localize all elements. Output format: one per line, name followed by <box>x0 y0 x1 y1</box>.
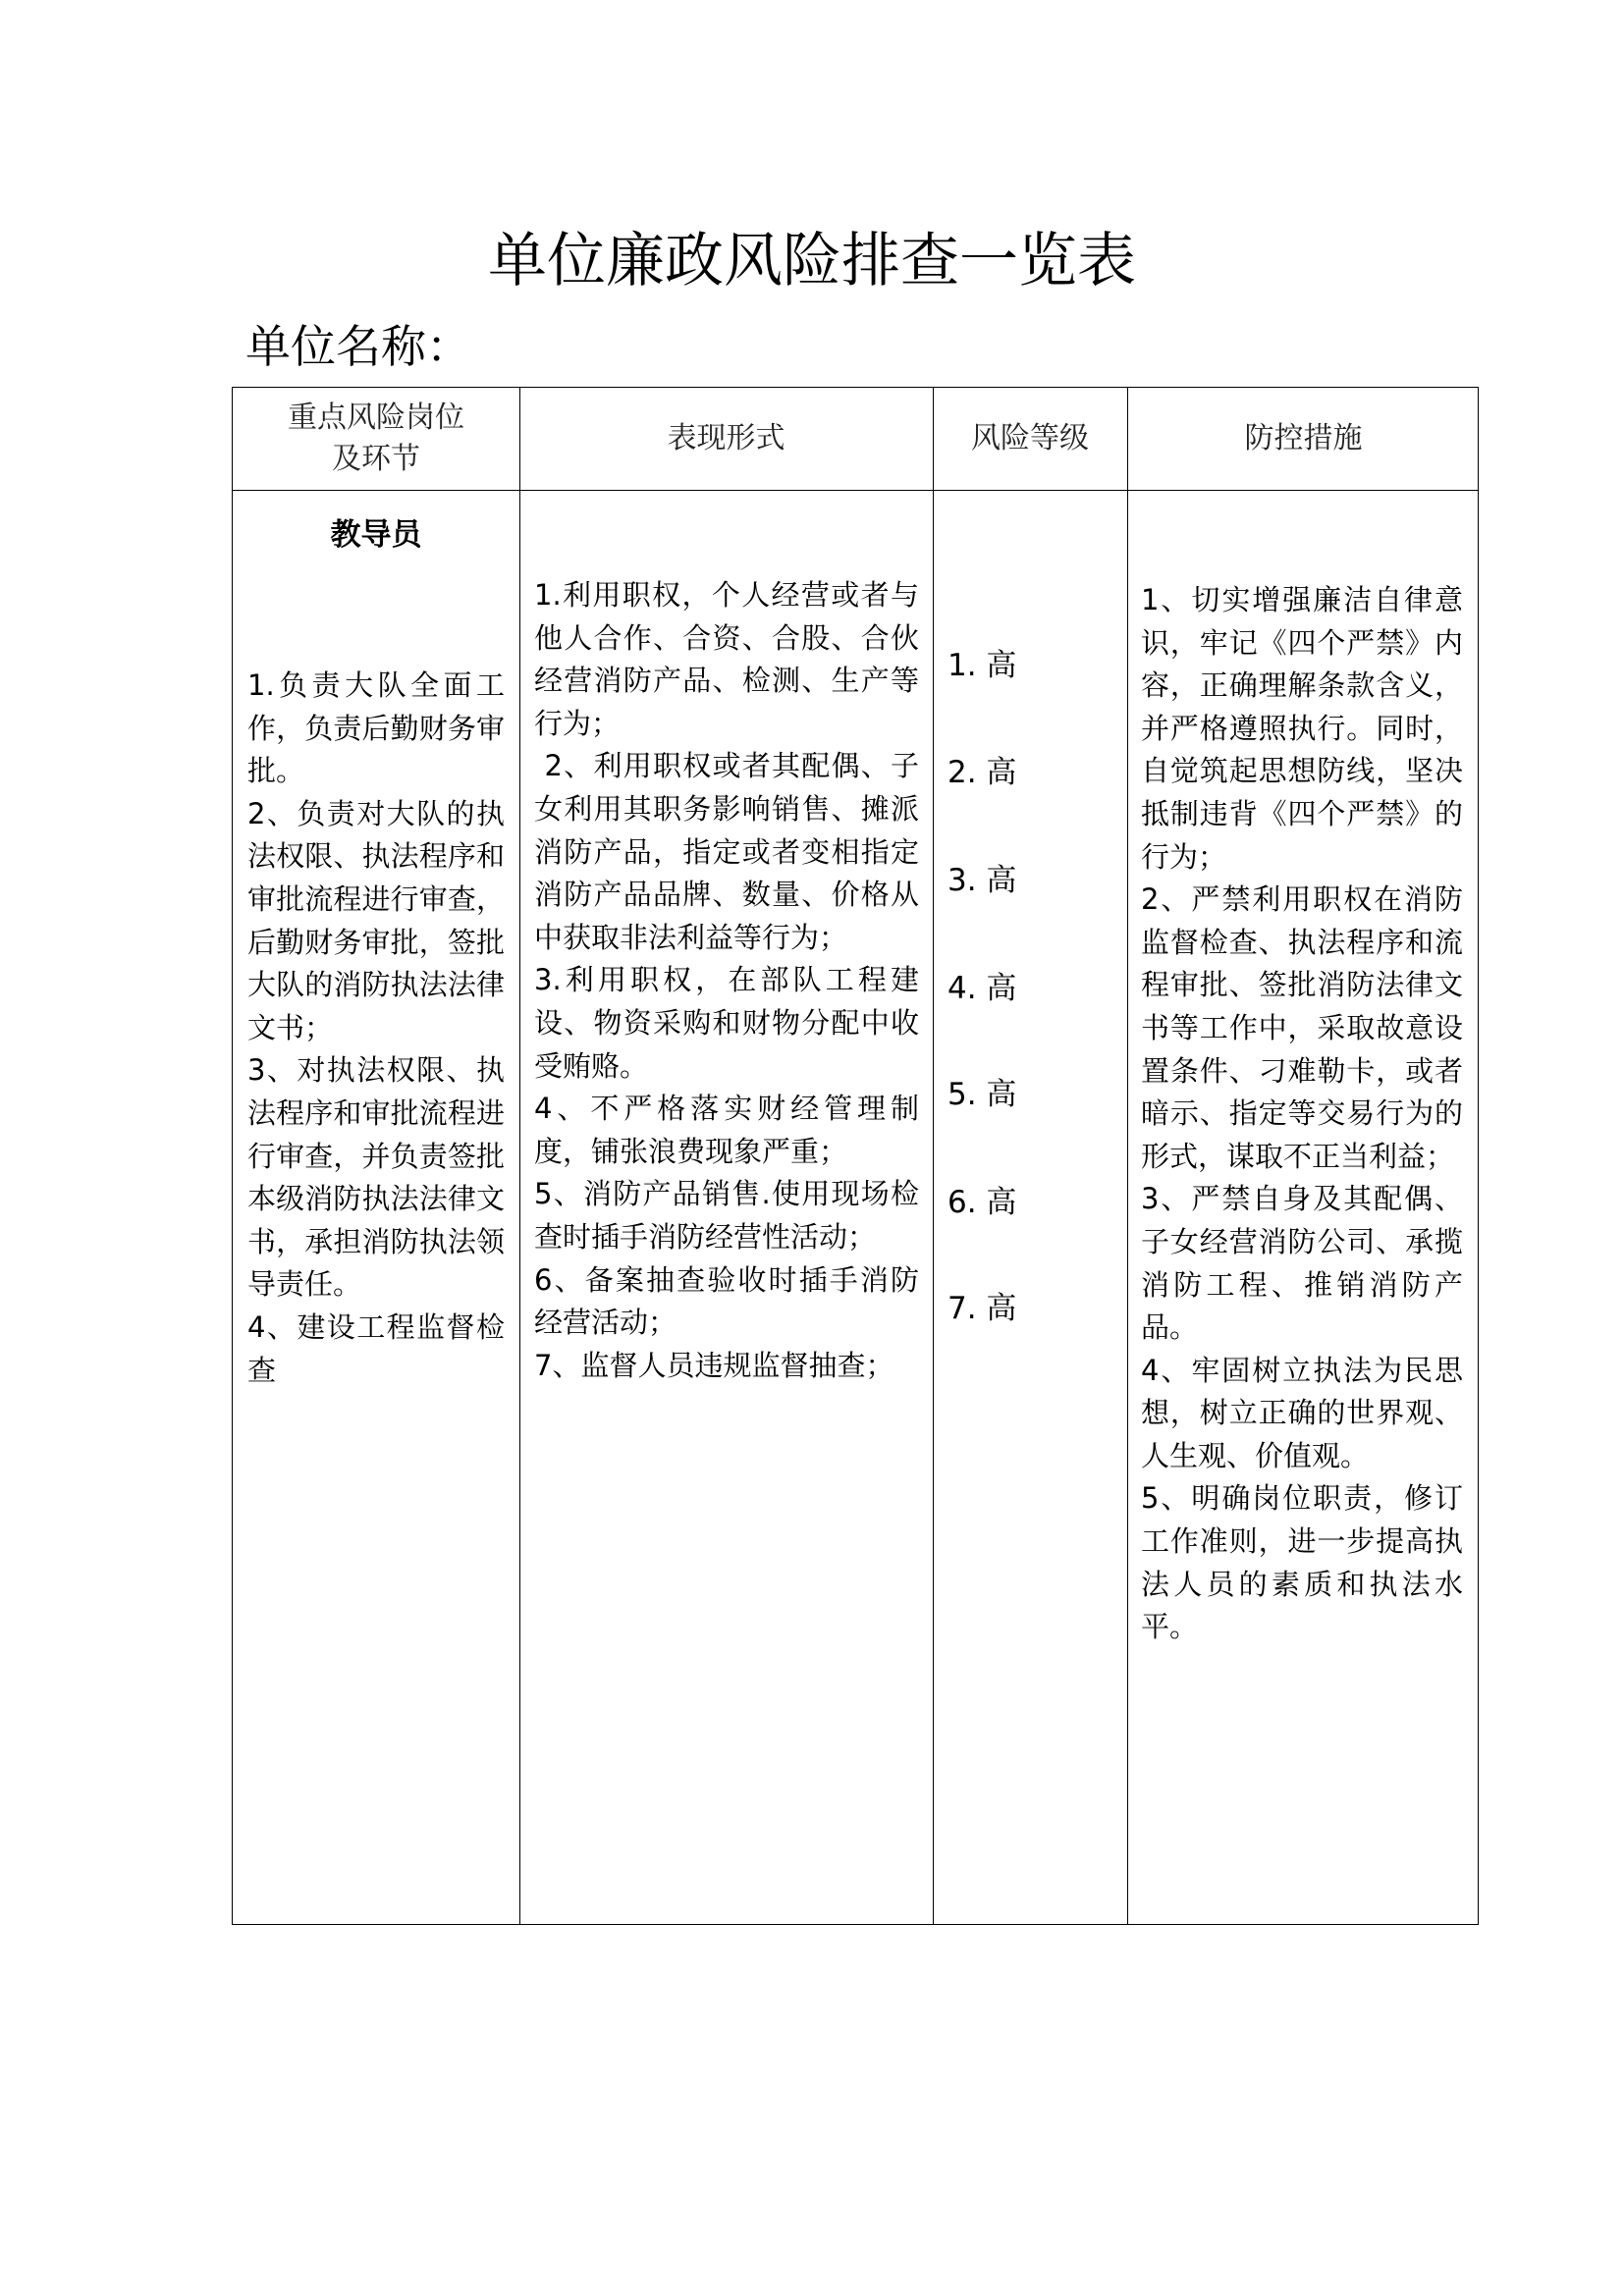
duties-cell <box>247 665 505 1392</box>
measures-cell <box>1141 579 1463 1649</box>
header-key-post <box>233 388 519 490</box>
manifestation-item: 7、监督人员违规监督抽查； <box>534 1348 894 1382</box>
measure-item: 5、明确岗位职责，修订工作准则，进一步提高执法人员的素质和执法水平。 <box>1141 1481 1463 1644</box>
duty-item: 3、对执法权限、执法程序和审批流程进行审查，并负责签批本级消防执法法律文书，承担消防执法领导责任。 <box>247 1053 505 1302</box>
risk-level: 5. 高 <box>947 1077 1017 1112</box>
risk-level: 7. 高 <box>947 1291 1017 1326</box>
column-divider <box>1127 388 1128 1924</box>
duty-item: 4、建设工程监督检查 <box>247 1309 505 1387</box>
header-line: 重点风险岗位 <box>288 400 464 435</box>
manifestation-item: 1.利用职权，个人经营或者与他人合作、合资、合股、合伙经营消防产品、检测、生产等行为； <box>534 578 919 740</box>
measure-item: 4、牢固树立执法为民思想，树立正确的世界观、人生观、价值观。 <box>1141 1353 1463 1472</box>
header-measures: 防控措施 <box>1244 421 1363 455</box>
risk-level: 2. 高 <box>947 755 1017 790</box>
risk-level: 6. 高 <box>947 1185 1017 1220</box>
risk-level: 1. 高 <box>947 648 1017 683</box>
measure-item: 2、严禁利用职权在消防监督检查、执法程序和流程审批、签批消防法律文书等工作中，采取故意设置条件、刁难勒卡，或者暗示、指定等交易行为的形式，谋取不正当利益； <box>1141 882 1463 1173</box>
header-risk-level: 风险等级 <box>971 421 1089 455</box>
document-title: 单位廉政风险排查一览表 <box>488 227 1136 295</box>
manifestation-item: 6、备案抽查验收时插手消防经营活动； <box>534 1262 919 1340</box>
risk-table <box>232 387 1479 1925</box>
manifestation-item: 2、利用职权或者其配偶、子女利用其职务影响销售、摊派消防产品，指定或者变相指定消防产品品牌、数量、价格从中获取非法利益等行为； <box>534 749 920 954</box>
risk-level: 4. 高 <box>947 971 1017 1006</box>
header-manifestation: 表现形式 <box>667 421 785 455</box>
manifestation-item: 4、不严格落实财经管理制度，铺张浪费现象严重； <box>534 1092 919 1168</box>
column-divider <box>933 388 934 1924</box>
measure-item: 3、严禁自身及其配偶、子女经营消防公司、承揽消防工程、推销消防产品。 <box>1141 1182 1463 1345</box>
column-divider <box>519 388 520 1924</box>
manifestation-item: 5、消防产品销售.使用现场检查时插手消防经营性活动； <box>534 1177 919 1254</box>
risk-level: 3. 高 <box>947 863 1017 898</box>
duty-item: 2、负责对大队的执法权限、执法程序和审批流程进行审查，后勤财务审批，签批大队的消防执法法律文书； <box>247 796 505 1044</box>
manifestations-cell <box>534 574 919 1387</box>
measure-item: 1、切实增强廉洁自律意识，牢记《四个严禁》内容，正确理解条款含义，并严格遵照执行。同时，自觉筑起思想防线，坚决抵制违背《四个严禁》的行为； <box>1141 583 1463 874</box>
unit-name-label: 单位名称： <box>245 320 471 373</box>
header-line: 及环节 <box>332 442 420 476</box>
post-name: 教导员 <box>330 517 422 553</box>
header-divider <box>233 490 1478 491</box>
duty-item: 1.负责大队全面工作，负责后勤财务审批。 <box>247 668 505 788</box>
manifestation-item: 3.利用职权，在部队工程建设、物资采购和财物分配中收受贿赂。 <box>534 963 919 1083</box>
